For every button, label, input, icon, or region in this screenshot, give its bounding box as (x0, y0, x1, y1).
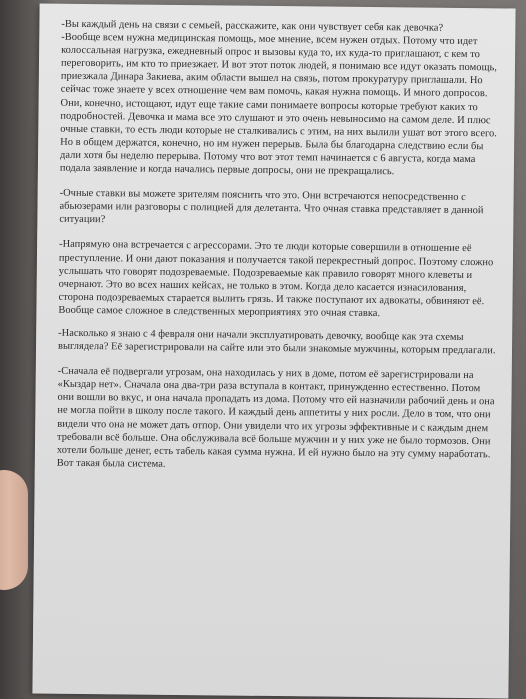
finger (0, 470, 28, 590)
answer-paragraph-2: -Напрямую она встречается с агрессорами. Это те люди которые совершили в отношение её преступление. И они дают показания и получается такой перекрестный допрос. Поэтому сложно услышать что говорят подозреваемые. Подозреваемые как правило говорят много клеветы и очернают. Это во всех наших кейсах, не только в этом. Когда дело касается изнасилования, сторона подозреваемых старается вылить грязь. И также поступают их адвокаты, обвиняют её. Вообще самое сложное в следственных мероприятиях это очная ставка. (58, 239, 494, 319)
document-text (57, 18, 500, 474)
answer-paragraph-1: -Вообще всем нужна медицинская помощь, мое мнение, всем нужен отдых. Потому что идет колоссальная нагрузка, ежедневный опрос и вызовы куда то, их куда-то приглашают, с кем то переговорить, им кто то приезжает. И вот этот поток людей, я понимаю все идут оказать помощь, приезжала Динара Закиева, аким области вышел на связь, потом прокуратуру приглашали. Но сейчас тоже знаете у всех отношение чем вам помочь, какая нужна помощь. И много допросов. Они, конечно, истощают, идут еще такие сами понимаете вопросы которые требуют каких то подробностей. Девочка и мама все это слушают и это очень невыносимо на самом деле. И плюс очные ставки, то есть люди которые не сталкивались с этим, на них вылили ушат вот этого всего. Но в общем держатся, конечно, но им нужен перерыв. Была бы благодарна следствию если бы дали хотя бы неделю перерыва. Потому что вот этот темп начинается с 6 августа, когда мама подала заявление и когда начались первые допросы, они не прекращались. (59, 31, 498, 178)
question-paragraph-3: -Насколько я знаю с 4 февраля они начали эксплуатировать девочку, вообще как эта схемы выглядела? Её зарегистрировали на сайте или это были знакомые мужчины, которым предлагали. (57, 327, 496, 357)
question-paragraph-1: -Вы каждый день на связи с семьей, расскажите, как они чувствует себя как девочка? (61, 18, 444, 34)
printed-page (32, 4, 515, 699)
question-paragraph-2: -Очные ставки вы можете зрителям пояснить что это. Они встречаются непосредственно с абьюзерами или разговоры с полицией для делетанта. Что очная ставка представляет в данной ситуации? (59, 187, 484, 226)
answer-paragraph-3: -Сначала её подвергали угрозам, она находилась у них в доме, потом её зарегистрировали на «Кыздар нет». Сначала она два-три раза вступала в контакт, принужденно естественно. Потом они вошли во вкус, и она начала пропадать из дома. Потому что ей назначили рабочий день и она не могла пойти в школу после такого. И каждый день аппетиты у них росли. Дело в том, что они видели что она не может дать отпор. Они увидели что их угрозы эффективные и с каждым днем требовали всё больше. Она обслуживала всё больше мужчин и у них уже не было тормозов. Они хотели больше денег, есть табель какая сумма нужна. И ей нужно было на эту сумму наработать. Вот такая была система. (56, 365, 495, 470)
